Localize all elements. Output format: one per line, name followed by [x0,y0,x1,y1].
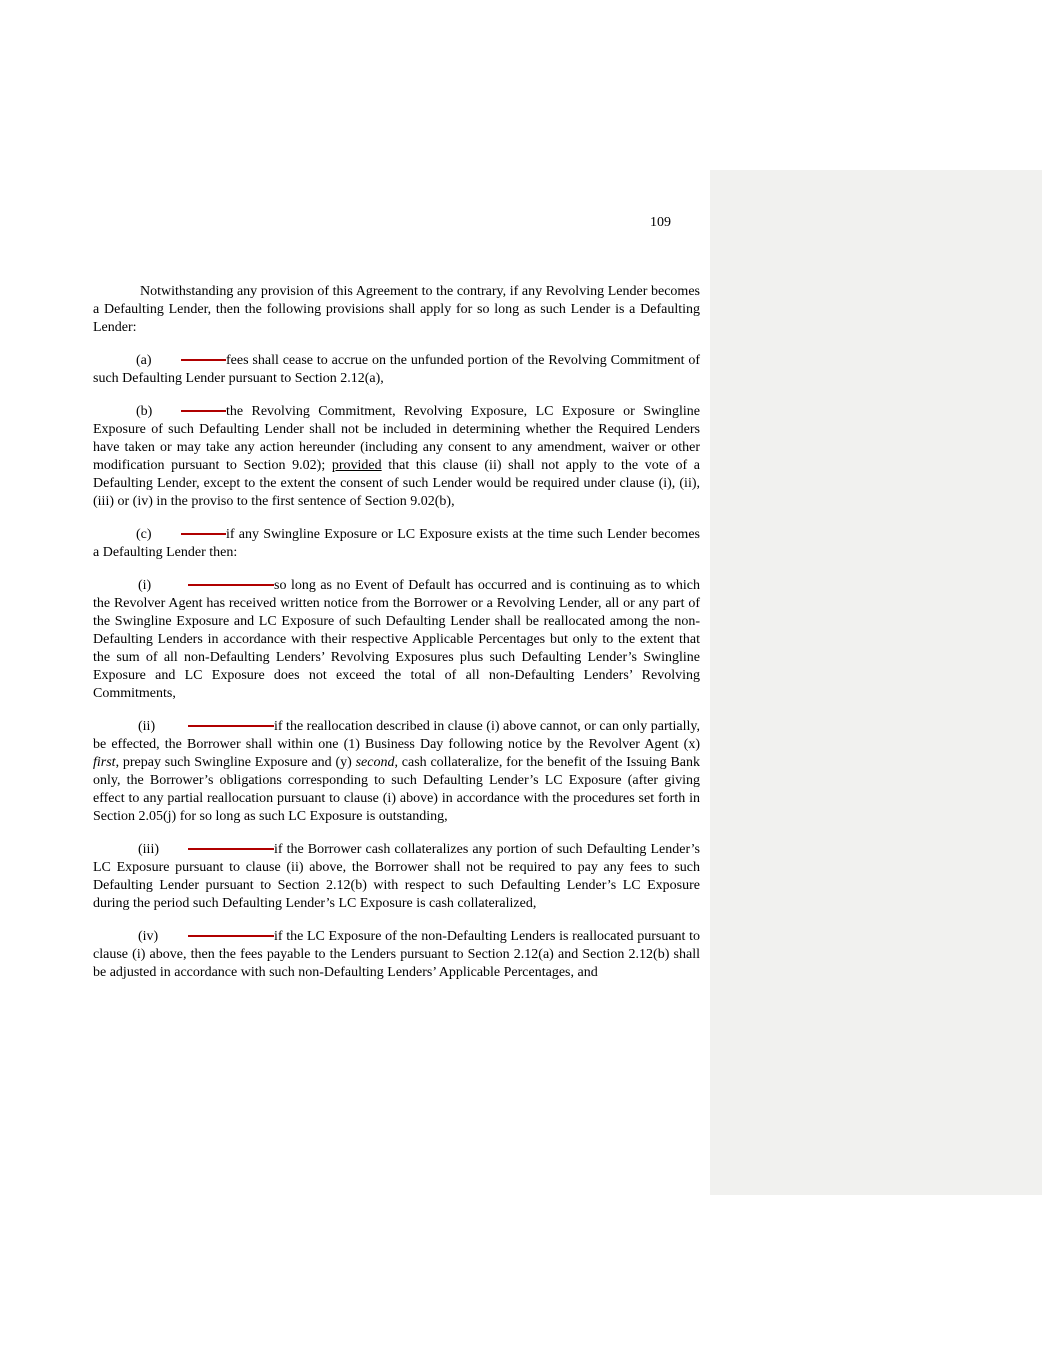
clause-label: (a) [136,353,152,368]
subclause-i [93,577,700,703]
clause-c [93,526,700,562]
clause-label: (c) [136,527,152,542]
intro-paragraph: Notwithstanding any provision of this Agreement to the contrary, if any Revolving Lender becomes a Defaulting Lender, then the following provisions shall apply for so long as such Lender is a Defaulting Lender: [93,284,700,335]
subclause-label: (iii) [138,842,159,857]
clause-text: that this clause (ii) shall not apply to the vote of a Defaulting Lender, except to the extent the consent of such Lender would be required under clause (i), (ii), (iii) or (iv) in the proviso to the first sentence of Section 9.02(b), [93,458,700,509]
deleted-text-strike [188,848,274,850]
subclause-label: (iv) [138,929,159,944]
subclause-text: if the Borrower cash collateralizes any portion of such Defaulting Lender’s LC Exposure pursuant to clause (ii) above, the Borrower shall not be required to pay any fees to such Defaulting Lender pursuant to Section 2.12(b) with respect to such Defaulting Lender’s LC Exposure during the period such Defaulting Lender’s LC Exposure is cash collateralized, [93,842,700,911]
clause-a [93,352,700,388]
right-gray-panel [710,170,1042,1195]
subclause-text: if the LC Exposure of the non-Defaulting Lenders is reallocated pursuant to clause (i) above, then the fees payable to the Lenders pursuant to Section 2.12(a) and Section 2.12(b) shall be adjusted in accordance with such non-Defaulting Lenders’ Applicable Percentages, and [93,929,700,980]
subclause-text: , prepay such Swingline Exposure and (y) [115,755,356,770]
clause-text: if any Swingline Exposure or LC Exposure exists at the time such Lender becomes a Defaulting Lender then: [93,527,700,560]
deleted-text-strike [188,584,274,586]
subclause-text: , cash collateralize, for the benefit of the Issuing Bank only, the Borrower’s obligations corresponding to such Defaulting Lender’s LC Exposure (after giving effect to any partial reallocation pursuant to clause (i) above) in accordance with the procedures set forth in Section 2.05(j) for so long as such LC Exposure is outstanding, [93,755,700,824]
page-number: 109 [650,215,671,230]
subclause-label: (i) [138,578,152,593]
subclause-iii [93,841,700,913]
deleted-text-strike [181,533,226,535]
deleted-text-strike [181,359,226,361]
clause-text: fees shall cease to accrue on the unfunded portion of the Revolving Commitment of such Defaulting Lender pursuant to Section 2.12(a), [93,353,700,386]
subclause-label: (ii) [138,719,156,734]
underlined-term: provided [331,458,382,473]
subclause-iv [93,928,700,982]
clause-label: (b) [136,404,153,419]
body-text-block [93,283,700,997]
subclause-ii [93,718,700,826]
subclause-text: if the reallocation described in clause (i) above cannot, or can only partially, be effected, the Borrower shall within one (1) Business Day following notice by the Revolver Agent (x) [93,719,700,752]
deleted-text-strike [188,935,274,937]
deleted-text-strike [188,725,274,727]
clause-text: the Revolving Commitment, Revolving Exposure, LC Exposure or Swingline Exposure of such Defaulting Lender shall not be included in determining whether the Required Lenders have taken or may take any action hereunder (including any consent to any amendment, waiver or other modification pursuant to Section 9.02); [93,404,700,473]
subclause-text: so long as no Event of Default has occurred and is continuing as to which the Revolver Agent has received written notice from the Borrower or a Revolving Lender, all or any part of the Swingline Exposure and LC Exposure of such Defaulting Lender shall be reallocated among the non-Defaulting Lenders in accordance with their respective Applicable Percentages but only to the extent that the sum of all non-Defaulting Lenders’ Revolving Exposures plus such Defaulting Lender’s Swingline Exposure and LC Exposure does not exceed the total of all non-Defaulting Lenders’ Revolving Commitments, [93,578,700,701]
italic-term: second [355,755,395,770]
italic-term: first [93,755,116,770]
deleted-text-strike [181,410,226,412]
clause-b [93,403,700,511]
